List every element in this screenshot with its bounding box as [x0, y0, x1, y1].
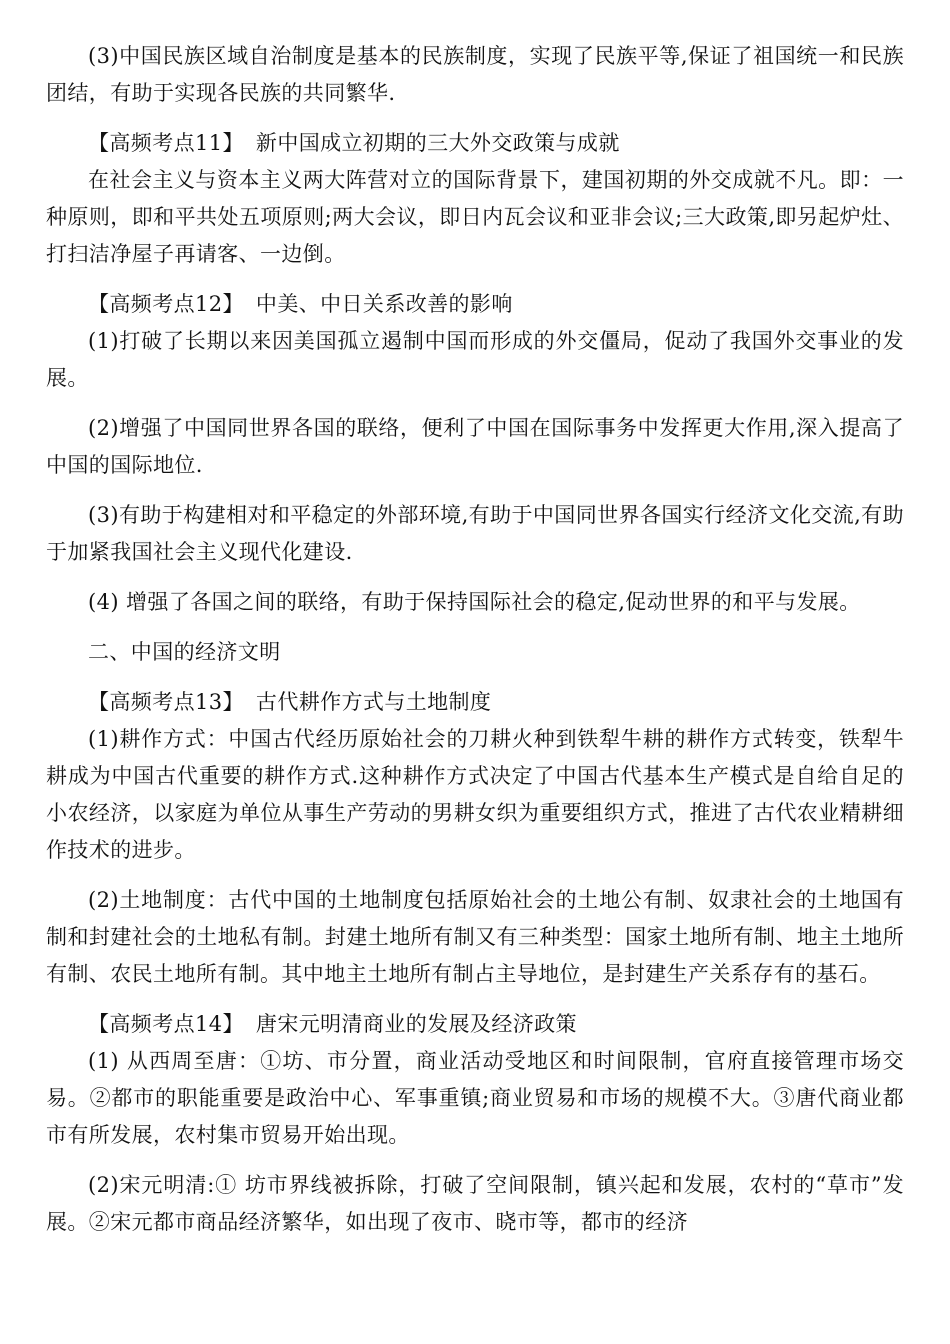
paragraph-commerce-2: (2)宋元明清:① 坊市界线被拆除，打破了空间限制，镇兴起和发展，农村的“草市”发展。②宋元都市商品经济繁华，如出现了夜市、晓市等，都市的经济	[46, 1173, 904, 1234]
paragraph-farming: (1)耕作方式：中国古代经历原始社会的刀耕火种到铁犁牛耕的耕作方式转变，铁犁牛耕成为中国古代重要的耕作方式.这种耕作方式决定了中国古代基本生产模式是自给自足的小农经济，以家庭为单位从事生产劳动的男耕女织为重要组织方式，推进了古代农业精耕细作技术的进步。	[46, 727, 904, 862]
paragraph-national-autonomy: (3)中国民族区域自治制度是基本的民族制度，实现了民族平等,保证了祖国统一和民族团结，有助于实现各民族的共同繁华.	[46, 44, 904, 105]
paragraph-impact-2: (2)增强了中国同世界各国的联络，便利了中国在国际事务中发挥更大作用,深入提高了中国的国际地位.	[46, 416, 904, 477]
heading-key-point-12	[46, 286, 904, 323]
paragraph-diplomacy: 在社会主义与资本主义两大阵营对立的国际背景下，建国初期的外交成就不凡。即：一种原则，即和平共处五项原则;两大会议，即日内瓦会议和亚非会议;三大政策,即另起炉灶、打扫洁净屋子再请客、一边倒。	[46, 168, 904, 266]
key-point-tag: 【高频考点14】	[88, 1012, 244, 1036]
key-point-tag: 【高频考点13】	[88, 690, 244, 714]
section-title: 二、中国的经济文明	[88, 640, 281, 664]
document-page	[46, 38, 904, 1241]
paragraph-impact-3: (3)有助于构建相对和平稳定的外部环境,有助于中国同世界各国实行经济文化交流,有助于加紧我国社会主义现代化建设.	[46, 503, 904, 564]
key-point-title: 唐宋元明清商业的发展及经济政策	[255, 1012, 577, 1036]
heading-key-point-14	[46, 1006, 904, 1043]
section-heading-economy	[46, 634, 904, 671]
paragraph-land-system: (2)土地制度：古代中国的土地制度包括原始社会的土地公有制、奴隶社会的土地国有制和封建社会的土地私有制。封建土地所有制又有三种类型：国家土地所有制、地主土地所有制、农民土地所有制。其中地主土地所有制占主导地位，是封建生产关系存有的基石。	[46, 888, 904, 986]
heading-key-point-11	[46, 125, 904, 162]
key-point-tag: 【高频考点11】	[88, 131, 244, 155]
key-point-title: 古代耕作方式与土地制度	[255, 690, 492, 714]
heading-key-point-13	[46, 684, 904, 721]
key-point-title: 中美、中日关系改善的影响	[255, 292, 513, 316]
paragraph-impact-4: (4) 增强了各国之间的联络，有助于保持国际社会的稳定,促动世界的和平与发展。	[88, 590, 861, 614]
paragraph-commerce-1: (1) 从西周至唐：①坊、市分置，商业活动受地区和时间限制，官府直接管理市场交易。②都市的职能重要是政治中心、军事重镇;商业贸易和市场的规模不大。③唐代商业都市有所发展，农村集市贸易开始出现。	[46, 1049, 904, 1147]
key-point-title: 新中国成立初期的三大外交政策与成就	[255, 131, 620, 155]
key-point-tag: 【高频考点12】	[88, 292, 244, 316]
paragraph-impact-1: (1)打破了长期以来因美国孤立遏制中国而形成的外交僵局，促动了我国外交事业的发展。	[46, 329, 904, 390]
